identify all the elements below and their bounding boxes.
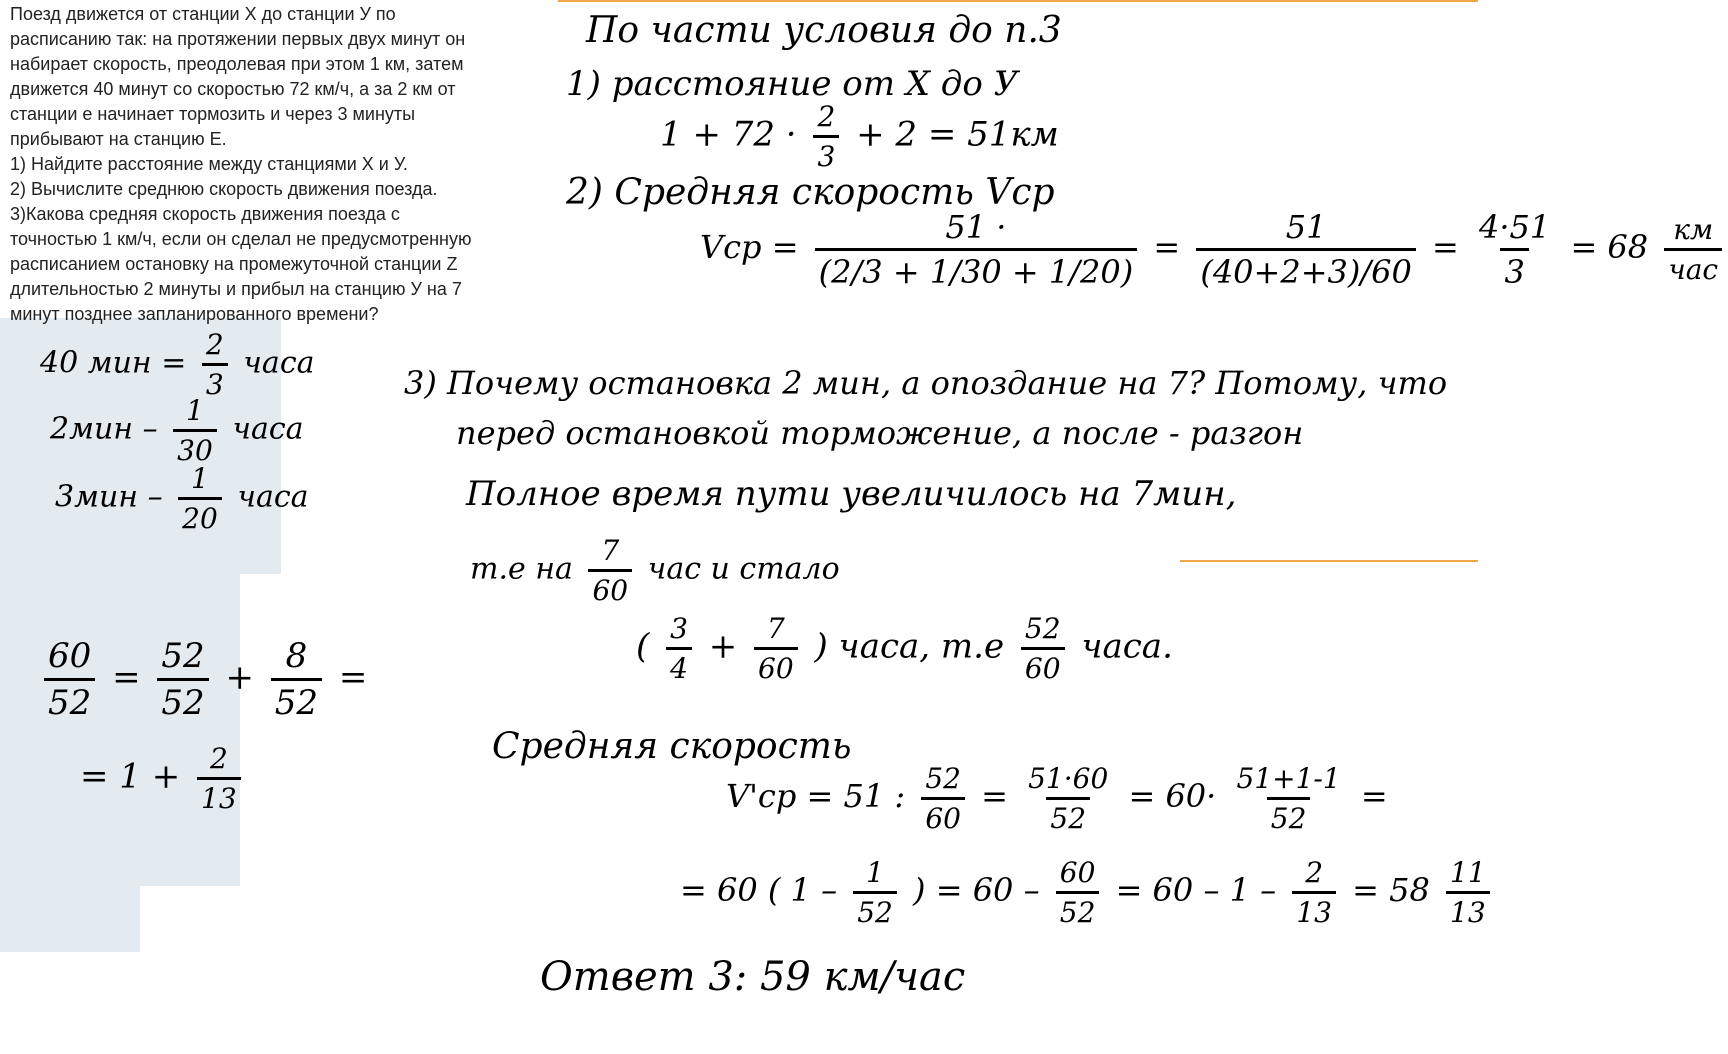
divider-line (1180, 560, 1478, 562)
fraction: $\frac{11}{13}$ (1446, 856, 1490, 929)
fraction: $\frac{7}{60}$ (754, 612, 798, 685)
fraction: $\frac{60}{52}$ (44, 636, 95, 723)
note-fraction-decomposition: $\frac{60}{52}$ = $\frac{52}{52}$ + $\frac{8}{52}$ = (38, 636, 367, 723)
fraction: $\frac{51}{(40+2+3)/60}$ (1196, 208, 1416, 291)
problem-line: точностью 1 км/ч, если он сделал не предусмотренную (10, 229, 472, 249)
step3-line5: ( $\frac{3}{4}$ + $\frac{7}{60}$ ) часа, т.е $\frac{52}{60}$ часа. (636, 612, 1173, 685)
fraction: $\frac{2}{3}$ (813, 100, 839, 173)
final-answer: Ответ 3: 59 км/час (540, 954, 966, 1000)
fraction: $\frac{52}{52}$ (157, 636, 208, 723)
fraction: $\frac{1}{30}$ (173, 394, 217, 467)
fraction: $\frac{52}{60}$ (1021, 612, 1065, 685)
step3-average-calc: V'ср = 51 : $\frac{52}{60}$ = $\frac{51\cdot 60}{52}$ = 60· $\frac{51+1-1}{52}$ = (726, 762, 1388, 835)
fraction: $\frac{51\cdot 60}{52}$ (1028, 762, 1109, 835)
problem-line: 2) Вычислите среднюю скорость движения поезда. (10, 179, 438, 199)
problem-line: движется 40 минут со скоростью 72 км/ч, а за 2 км от (10, 79, 456, 99)
fraction: $\frac{52}{60}$ (921, 762, 965, 835)
fraction: $\frac{60}{52}$ (1056, 856, 1100, 929)
fraction: $\frac{8}{52}$ (271, 636, 322, 723)
problem-line: прибывают на станцию E. (10, 129, 227, 149)
problem-line: расписанием остановку на промежуточной станции Z (10, 254, 458, 274)
fraction: $\frac{51 \cdot}{(2/3 + 1/30 + 1/20)}$ (815, 208, 1138, 291)
divider-line (558, 0, 1478, 2)
problem-statement (10, 2, 558, 327)
problem-line: 3)Какова средняя скорость движения поезда с (10, 204, 400, 224)
problem-line: набирает скорость, преодолевая при этом 1 км, затем (10, 54, 464, 74)
step2-label: 2) Средняя скорость Vср (566, 172, 1055, 213)
fraction: $\frac{2}{13}$ (1292, 856, 1336, 929)
step3-line4: т.е на $\frac{7}{60}$ час и стало (470, 534, 840, 607)
note-conversion-40min: 40 мин = $\frac{2}{3}$ часа (40, 328, 315, 401)
fraction: $\frac{4\cdot 51}{3}$ (1479, 208, 1551, 291)
step3-line3: Полное время пути увеличилось на 7мин, (466, 474, 1237, 514)
problem-line: минут позднее запланированного времени? (10, 304, 379, 324)
step3-line1: 3) Почему остановка 2 мин, а опоздание на 7? Потому, что (404, 364, 1448, 402)
step3-line2: перед остановкой торможение, а после - разгон (456, 414, 1304, 452)
fraction: $\frac{1}{52}$ (853, 856, 897, 929)
unit-fraction: $\frac{км}{\text{час}}$ (1664, 213, 1722, 286)
fraction: $\frac{2}{13}$ (197, 742, 241, 815)
fraction: $\frac{2}{3}$ (202, 328, 228, 401)
fraction: $\frac{51+1-1}{52}$ (1236, 762, 1341, 835)
note-fraction-result: = 1 + $\frac{2}{13}$ (80, 742, 247, 815)
fraction: $\frac{3}{4}$ (666, 612, 692, 685)
problem-line: расписанию так: на протяжении первых двух минут он (10, 29, 466, 49)
step2-calculation: Vср = $\frac{51 \cdot}{(2/3 + 1/30 + 1/20)}$ = $\frac{51}{(40+2+3)/60}$ = $\frac{4\cdot 51}{3}$ = 68 $\frac{км}{\text{час}}$ (700, 208, 1728, 291)
fraction: $\frac{7}{60}$ (588, 534, 632, 607)
solution-heading: По части условия до п.3 (586, 10, 1062, 51)
note-background (0, 574, 240, 886)
problem-line: длительностью 2 минуты и прибыл на станцию У на 7 (10, 279, 462, 299)
note-background (0, 886, 140, 952)
step3-simplification: = 60 ( 1 – $\frac{1}{52}$ ) = 60 – $\frac{60}{52}$ = 60 – 1 – $\frac{2}{13}$ = 58 $\frac{11}{13}$ (680, 856, 1496, 929)
problem-line: Поезд движется от станции X до станции У по (10, 4, 396, 24)
problem-line: станции е начинает тормозить и через 3 минуты (10, 104, 416, 124)
note-conversion-3min: 3мин – $\frac{1}{20}$ часа (55, 462, 309, 535)
problem-line: 1) Найдите расстояние между станциями X и У. (10, 154, 408, 174)
note-conversion-2min: 2мин – $\frac{1}{30}$ часа (50, 394, 304, 467)
step3-average-label: Средняя скорость (492, 726, 852, 767)
step1-calculation: 1 + 72 · $\frac{2}{3}$ + 2 = 51км (660, 100, 1059, 173)
fraction: $\frac{1}{20}$ (178, 462, 222, 535)
step1-label: 1) расстояние от X до У (566, 64, 1019, 104)
